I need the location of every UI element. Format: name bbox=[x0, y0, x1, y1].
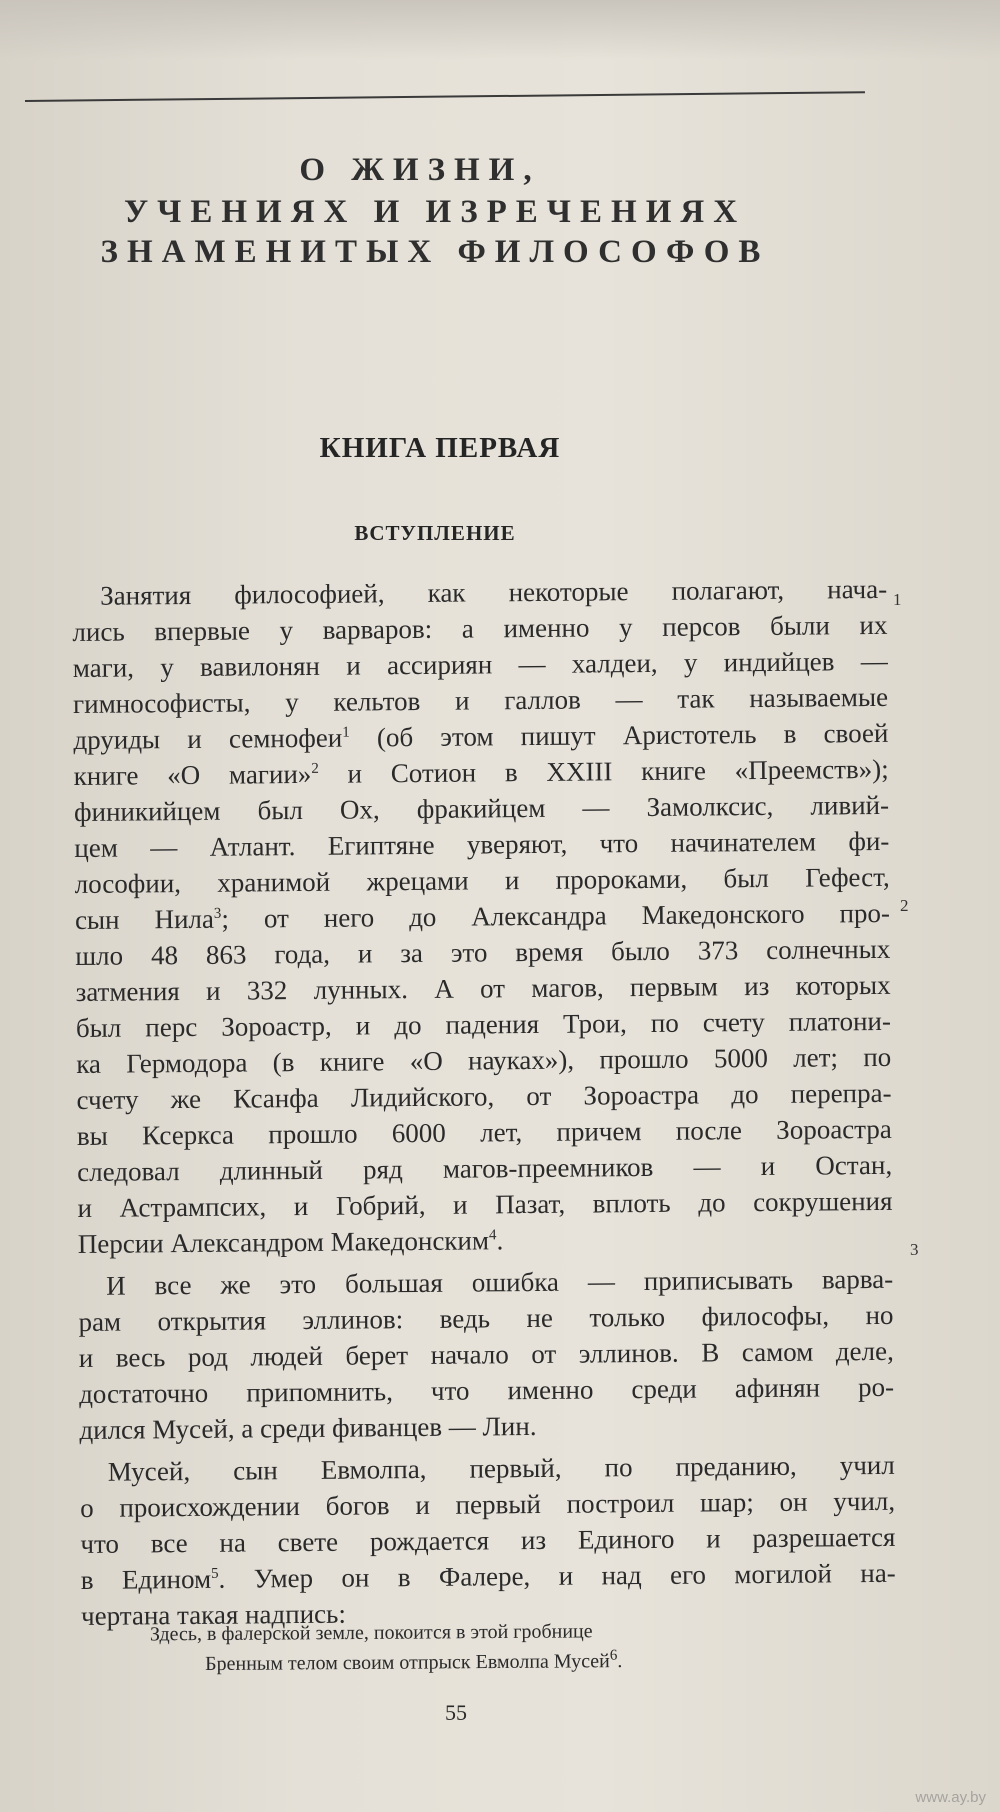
footnote-ref-1: 1 bbox=[342, 724, 350, 741]
margin-section-number-2: 2 bbox=[900, 896, 909, 915]
text-span: друиды и семнофеи bbox=[73, 722, 343, 755]
text-line: вы Ксеркса прошло 6000 лет, причем после Зороастра bbox=[76, 1113, 892, 1151]
text-line: достаточно припомнить, что именно среди афинян ро- bbox=[78, 1371, 895, 1409]
text-line: и Астрампсих, и Гобрий, и Пазат, вплоть до сокрушения bbox=[77, 1185, 893, 1223]
paragraph-2 bbox=[78, 1261, 895, 1448]
page-corner-shadow bbox=[0, 0, 1000, 60]
text-line bbox=[81, 1555, 896, 1598]
text-span: . bbox=[496, 1225, 504, 1256]
text-line: Занятия философией, как некоторые полагают, нача- bbox=[100, 573, 888, 611]
text-line: был перс Зороастр, и до падения Трои, по счету платони- bbox=[75, 1005, 892, 1043]
text-line: шло 48 863 года, и за это время было 373 солнечных bbox=[75, 933, 891, 971]
text-span: книге «О магии» bbox=[73, 758, 312, 791]
paragraph-3 bbox=[80, 1447, 897, 1634]
text-line: что все на свете рождается из Единого и разрешается bbox=[80, 1521, 896, 1559]
text-line: счету же Ксанфа Лидийского, от Зороастра до перепра- bbox=[76, 1077, 892, 1115]
text-line: Мусей, сын Евмолпа, первый, по преданию, учил bbox=[107, 1449, 895, 1487]
header-rule bbox=[25, 91, 865, 102]
footnote-ref-2: 2 bbox=[311, 760, 319, 777]
text-span: Персии Александром Македонским bbox=[77, 1225, 490, 1259]
text-line: дился Мусей, а среди фиванцев — Лин. bbox=[79, 1410, 537, 1445]
text-span: ; от него до Александра Македонского про- bbox=[221, 897, 891, 934]
margin-section-number-1: 1 bbox=[893, 590, 902, 609]
text-line: о происхождении богов и первый построил шар; он учил, bbox=[79, 1485, 896, 1523]
text-line: гимнософисты, у кельтов и галлов — так называемые bbox=[72, 681, 889, 719]
text-line: И все же это большая ошибка — приписывать варва- bbox=[106, 1263, 894, 1301]
text-line: лись впервые у варваров: а именно у персов были их bbox=[72, 609, 888, 647]
text-line: затмения и 332 лунных. А от магов, первым из которых bbox=[75, 969, 891, 1007]
margin-section-number-3: 3 bbox=[910, 1240, 919, 1259]
text-span: (об этом пишут Аристотель в своей bbox=[349, 717, 889, 753]
footnote-ref-5: 5 bbox=[210, 1565, 219, 1582]
text-span: и Сотион в XXIII книге «Преемств»); bbox=[318, 753, 889, 789]
book-title: КНИГА ПЕРВАЯ bbox=[319, 432, 561, 464]
verse-line-2 bbox=[150, 1645, 850, 1680]
title-line-3: ЗНАМЕНИТЫХ ФИЛОСОФОВ bbox=[100, 234, 770, 270]
text-line: следовал длинный ряд магов-преемников — и Остан, bbox=[77, 1149, 893, 1187]
text-line: маги, у вавилонян и ассириян — халдеи, у индийцев — bbox=[72, 645, 888, 683]
text-span: в Едином bbox=[80, 1563, 212, 1595]
paragraph-1 bbox=[72, 571, 893, 1262]
title-line-2: УЧЕНИЯХ И ИЗРЕЧЕНИЯХ bbox=[123, 194, 747, 230]
text-line: финикийцем был Ох, фракийцем — Замолксис, ливий- bbox=[73, 789, 890, 827]
text-line: рам открытия эллинов: ведь не только философы, но bbox=[78, 1299, 894, 1337]
text-span: . Умер он в Фалере, и над его могилой на- bbox=[218, 1557, 896, 1594]
verse-line-1: Здесь, в фалерской земле, покоится в этой гробнице bbox=[149, 1620, 593, 1646]
text-line: лософии, хранимой жрецами и пророками, был Гефест, bbox=[74, 861, 890, 899]
footnote-ref-4: 4 bbox=[488, 1227, 497, 1244]
page-number: 55 bbox=[445, 1700, 467, 1725]
text-line: чертана такая надпись: bbox=[80, 1598, 347, 1631]
watermark: www.ay.by bbox=[915, 1789, 986, 1806]
text-line: и весь род людей берет начало от эллинов. В самом деле, bbox=[78, 1335, 894, 1373]
title-line-1: О ЖИЗНИ, bbox=[299, 152, 541, 188]
text-span: сын Нила bbox=[74, 903, 215, 935]
main-text bbox=[72, 571, 896, 1634]
text-span: . bbox=[617, 1650, 623, 1673]
text-line: ка Гермодора (в книге «О науках»), прошло 5000 лет; по bbox=[76, 1041, 892, 1079]
epitaph-verse bbox=[150, 1615, 850, 1680]
footnote-ref-3: 3 bbox=[213, 905, 222, 922]
footnote-ref-6: 6 bbox=[609, 1647, 618, 1664]
section-title: ВСТУПЛЕНИЕ bbox=[354, 521, 516, 545]
text-span: Бренным телом своим отпрыск Евмолпа Мусей bbox=[205, 1650, 610, 1676]
text-line: цем — Атлант. Египтяне уверяют, что начинателем фи- bbox=[74, 825, 890, 863]
